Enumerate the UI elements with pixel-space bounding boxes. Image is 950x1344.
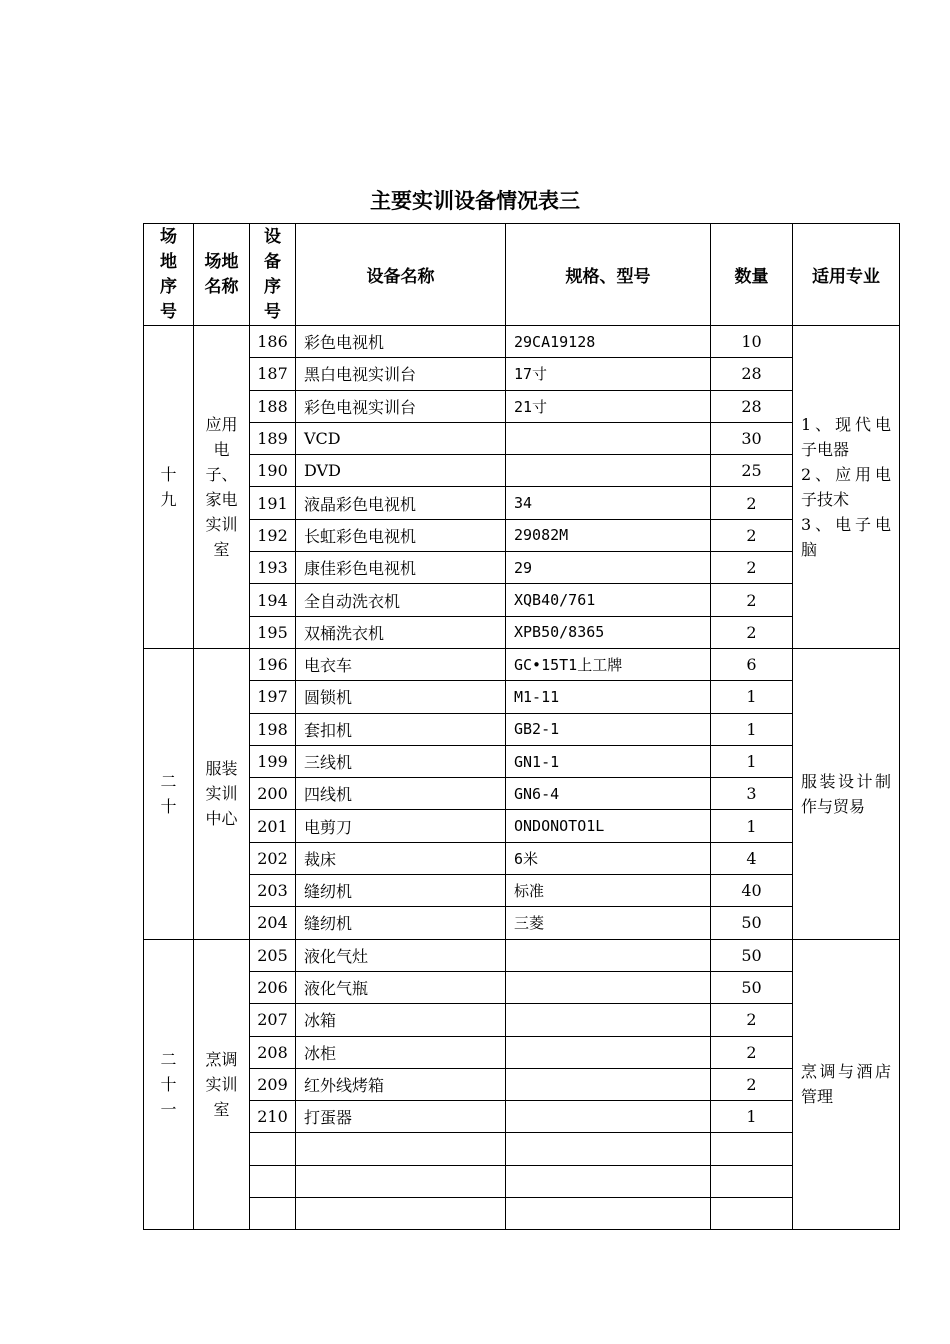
header-equip-no: 设 备 序 号 [250,224,296,326]
equipment-spec [506,1068,711,1100]
equipment-number: 201 [250,810,296,842]
equipment-name [296,1198,506,1230]
equipment-name: 三线机 [296,745,506,777]
equipment-number: 196 [250,648,296,680]
equipment-spec [506,422,711,454]
equipment-name: DVD [296,455,506,487]
table-row [144,584,900,616]
equipment-quantity: 50 [711,939,793,971]
equipment-name: 圆锁机 [296,681,506,713]
equipment-quantity: 2 [711,584,793,616]
equipment-name: 液晶彩色电视机 [296,487,506,519]
equipment-quantity: 2 [711,487,793,519]
table-row [144,358,900,390]
equipment-number: 189 [250,422,296,454]
equipment-name: 黑白电视实训台 [296,358,506,390]
equipment-quantity: 50 [711,971,793,1003]
equipment-name: 四线机 [296,778,506,810]
equipment-spec: GB2-1 [506,713,711,745]
equipment-name [296,1133,506,1165]
equipment-quantity: 1 [711,1101,793,1133]
table-row [144,1101,900,1133]
table-row [144,1198,900,1230]
table-row [144,487,900,519]
equipment-quantity: 10 [711,326,793,358]
equipment-quantity: 28 [711,390,793,422]
equipment-number: 193 [250,552,296,584]
table-row [144,778,900,810]
equipment-name: 全自动洗衣机 [296,584,506,616]
header-major: 适用专业 [793,224,900,326]
equipment-number: 197 [250,681,296,713]
equipment-name: 彩色电视实训台 [296,390,506,422]
equipment-spec [506,1133,711,1165]
table-row [144,390,900,422]
equipment-quantity: 50 [711,907,793,939]
site-name: 服装 实训 中心 [194,648,250,939]
equipment-quantity: 1 [711,681,793,713]
equipment-spec [506,1036,711,1068]
equipment-quantity: 2 [711,616,793,648]
equipment-spec: GN1-1 [506,745,711,777]
equipment-spec [506,455,711,487]
table-row [144,1036,900,1068]
equipment-spec: 29082M [506,519,711,551]
header-site-name: 场地 名称 [194,224,250,326]
equipment-spec [506,1101,711,1133]
table-row [144,1068,900,1100]
table-row [144,422,900,454]
equipment-spec [506,939,711,971]
equipment-number: 187 [250,358,296,390]
site-name: 烹调 实训 室 [194,939,250,1230]
equipment-number: 208 [250,1036,296,1068]
equipment-number [250,1165,296,1197]
table-row [144,1133,900,1165]
equipment-spec: 29CA19128 [506,326,711,358]
page-title: 主要实训设备情况表三 [370,189,580,213]
table-row [144,745,900,777]
table-row [144,1165,900,1197]
equipment-number: 186 [250,326,296,358]
table-row [144,326,900,358]
table-row [144,455,900,487]
equipment-quantity: 2 [711,1036,793,1068]
equipment-quantity: 6 [711,648,793,680]
equipment-name: 电剪刀 [296,810,506,842]
site-name: 应用 电 子、 家电 实训 室 [194,326,250,649]
equipment-number: 204 [250,907,296,939]
header-equip-name: 设备名称 [296,224,506,326]
equipment-quantity: 40 [711,875,793,907]
equipment-spec: 标准 [506,875,711,907]
equipment-number: 209 [250,1068,296,1100]
equipment-name: 冰柜 [296,1036,506,1068]
equipment-spec: 29 [506,552,711,584]
table-row [144,875,900,907]
equipment-quantity: 1 [711,745,793,777]
equipment-spec [506,971,711,1003]
equipment-spec [506,1165,711,1197]
equipment-spec: 34 [506,487,711,519]
equipment-name: 裁床 [296,842,506,874]
equipment-spec: M1-11 [506,681,711,713]
equipment-table [143,223,900,1230]
equipment-spec: XPB50/8365 [506,616,711,648]
equipment-name: 电衣车 [296,648,506,680]
table-row [144,519,900,551]
equipment-number [250,1133,296,1165]
equipment-number: 198 [250,713,296,745]
equipment-spec: GC•15T1上工牌 [506,648,711,680]
table-row [144,648,900,680]
equipment-number: 199 [250,745,296,777]
equipment-number: 205 [250,939,296,971]
table-row [144,552,900,584]
equipment-quantity: 30 [711,422,793,454]
equipment-quantity: 3 [711,778,793,810]
equipment-name: 液化气灶 [296,939,506,971]
equipment-quantity: 1 [711,810,793,842]
site-number: 二 十 [144,648,194,939]
equipment-number [250,1198,296,1230]
equipment-spec: XQB40/761 [506,584,711,616]
equipment-name: 打蛋器 [296,1101,506,1133]
equipment-spec [506,1004,711,1036]
equipment-spec: ONDONOTO1L [506,810,711,842]
applicable-major: 1、现代电子电器 2、应用电子技术 3、电子电脑 [793,326,900,649]
equipment-name: 双桶洗衣机 [296,616,506,648]
site-number: 十 九 [144,326,194,649]
equipment-quantity: 4 [711,842,793,874]
equipment-name [296,1165,506,1197]
header-spec: 规格、型号 [506,224,711,326]
table-row [144,616,900,648]
equipment-spec: 17寸 [506,358,711,390]
equipment-name: VCD [296,422,506,454]
equipment-quantity: 2 [711,519,793,551]
equipment-quantity: 2 [711,1068,793,1100]
table-row [144,1004,900,1036]
table-row [144,907,900,939]
table-row [144,681,900,713]
header-qty: 数量 [711,224,793,326]
equipment-number: 192 [250,519,296,551]
equipment-spec: 21寸 [506,390,711,422]
equipment-number: 202 [250,842,296,874]
equipment-number: 203 [250,875,296,907]
equipment-name: 缝纫机 [296,907,506,939]
equipment-name: 套扣机 [296,713,506,745]
equipment-name: 冰箱 [296,1004,506,1036]
equipment-spec: GN6-4 [506,778,711,810]
equipment-name: 液化气瓶 [296,971,506,1003]
equipment-spec: 6米 [506,842,711,874]
equipment-name: 康佳彩色电视机 [296,552,506,584]
equipment-quantity [711,1133,793,1165]
equipment-name: 长虹彩色电视机 [296,519,506,551]
equipment-number: 195 [250,616,296,648]
table-row [144,971,900,1003]
equipment-number: 210 [250,1101,296,1133]
header-row [144,224,900,326]
equipment-quantity: 1 [711,713,793,745]
equipment-quantity [711,1198,793,1230]
table-row [144,939,900,971]
table-row [144,713,900,745]
equipment-spec [506,1198,711,1230]
header-site-no: 场 地 序 号 [144,224,194,326]
equipment-number: 207 [250,1004,296,1036]
equipment-quantity [711,1165,793,1197]
equipment-quantity: 25 [711,455,793,487]
applicable-major: 烹调与酒店管理 [793,939,900,1230]
equipment-quantity: 2 [711,1004,793,1036]
equipment-name: 彩色电视机 [296,326,506,358]
equipment-spec: 三菱 [506,907,711,939]
equipment-quantity: 2 [711,552,793,584]
equipment-name: 红外线烤箱 [296,1068,506,1100]
site-number: 二 十 一 [144,939,194,1230]
equipment-quantity: 28 [711,358,793,390]
equipment-number: 206 [250,971,296,1003]
equipment-number: 190 [250,455,296,487]
applicable-major: 服装设计制作与贸易 [793,648,900,939]
equipment-name: 缝纫机 [296,875,506,907]
equipment-number: 191 [250,487,296,519]
table-row [144,810,900,842]
equipment-number: 194 [250,584,296,616]
equipment-number: 200 [250,778,296,810]
table-row [144,842,900,874]
equipment-number: 188 [250,390,296,422]
